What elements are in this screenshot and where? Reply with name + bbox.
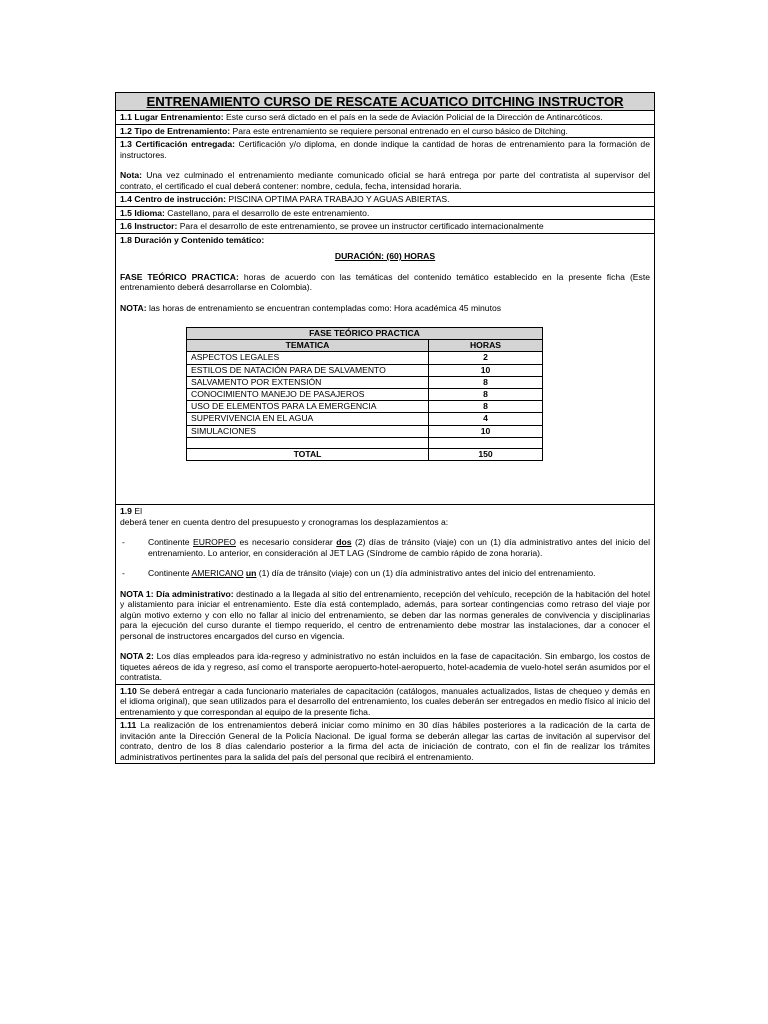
section-1-3-nota-label: Nota: — [120, 170, 142, 180]
tematica-cell: ASPECTOS LEGALES — [187, 352, 429, 364]
section-1-5-text: Castellano, para el desarrollo de este entrenamiento. — [164, 207, 370, 218]
bullet-text: (1) día de tránsito (viaje) con un (1) día administrativo antes del inicio del entrenamiento. — [256, 568, 596, 579]
col-tematica-header: TEMATICA — [187, 340, 429, 352]
section-1-10 — [116, 685, 654, 720]
section-1-9-label: 1.9 — [120, 506, 132, 517]
section-1-3 — [116, 138, 654, 193]
horas-cell: 10 — [429, 425, 543, 437]
section-1-9-intro: deberá tener en cuenta dentro del presupuesto y cronogramas los desplazamientos a: — [120, 516, 449, 527]
list-item — [120, 568, 650, 579]
section-1-11-label: 1.11 — [120, 720, 137, 731]
tematica-cell: SALVAMENTO POR EXTENSIÓN — [187, 376, 429, 388]
section-1-1 — [116, 111, 654, 125]
table-row — [187, 364, 543, 376]
section-1-4 — [116, 193, 654, 207]
bullet-dash: - — [122, 537, 125, 548]
nota-1-label: NOTA 1: Día administrativo: — [120, 588, 234, 599]
tematica-cell: CONOCIMIENTO MANEJO DE PASAJEROS — [187, 389, 429, 401]
fase-table-title: FASE TEÓRICO PRACTICA — [187, 328, 543, 340]
table-row — [187, 425, 543, 437]
section-1-8-label: 1.8 Duración y Contenido temático: — [120, 234, 265, 245]
section-1-3-label: 1.3 Certificación entregada: — [120, 139, 236, 149]
table-row — [187, 413, 543, 425]
section-1-8-nota-label: NOTA: — [120, 302, 147, 313]
col-horas-header: HORAS — [429, 340, 543, 352]
section-1-8 — [116, 234, 654, 506]
section-1-9-label-rest: El — [131, 506, 142, 517]
horas-cell: 8 — [429, 401, 543, 413]
section-1-5-label: 1.5 Idioma: — [120, 207, 165, 218]
duration-heading: DURACIÓN: (60) HORAS — [334, 251, 436, 261]
nota-2-text: Los días empleados para ida-regreso y administrativo no están incluidos en la fase de capacitación. Sin embargo, los costos de tiquetes aéreos de ida y regreso, así como el transporte aeropuerto-hotel-aeropuerto, hotel-academia de vuelo-hotel serán asumidos por el contratista. — [120, 651, 651, 683]
section-1-5 — [116, 207, 654, 221]
section-1-4-text: PISCINA OPTIMA PARA TRABAJO Y AGUAS ABIERTAS. — [226, 194, 450, 204]
section-1-2-label: 1.2 Tipo de Entrenamiento: — [120, 125, 231, 136]
section-1-6-text: Para el desarrollo de este entrenamiento, se provee un instructor certificado internacionalmente — [177, 221, 544, 231]
section-1-8-nota-text: las horas de entrenamiento se encuentran contempladas como: Hora académica 45 minutos — [146, 302, 502, 313]
bullet-dash: - — [122, 568, 125, 579]
tematica-cell: SUPERVIVENCIA EN EL AGUA — [187, 413, 429, 425]
tematica-cell: ESTILOS DE NATACIÓN PARA DE SALVAMENTO — [187, 364, 429, 376]
fase-label: FASE TEÓRICO PRACTICA: — [120, 271, 239, 282]
section-1-1-label: 1.1 Lugar Entrenamiento: — [120, 112, 224, 122]
nota-1-text: destinado a la llegada al sitio del entrenamiento, recepción del vehículo, recepción de la habitación del hotel y alistamiento para iniciar el entrenamiento. Este día está contemplado, además, para sortear contingencias como retraso del viaje por algún motivo externo y con ello no fallar al inicio del entrenamiento, se deben dar las normas generales de convivencia y disciplinarias para la ejecución del curso durante el tiempo requerido, el centro de entrenamiento debe mostrar las instalaciones, dar a conocer el personal de instructores encargados del curso en vigencia. — [120, 588, 650, 641]
tematica-cell: SIMULACIONES — [187, 425, 429, 437]
document-title: ENTRENAMIENTO CURSO DE RESCATE ACUATICO DITCHING INSTRUCTOR — [116, 93, 654, 111]
table-row — [187, 352, 543, 364]
bullet-text: (2) días de tránsito (viaje) con un (1) día administrativo antes del inicio del entrenamiento. Lo anterior, en consideración al JET LAG (Síndrome de cambio rápido de zona horaria). — [148, 537, 650, 558]
tematica-cell: USO DE ELEMENTOS PARA LA EMERGENCIA — [187, 401, 429, 413]
table-row — [187, 389, 543, 401]
section-1-11 — [116, 719, 654, 764]
bullet-text: Continente — [148, 568, 192, 579]
continent-americano: AMERICANO — [191, 568, 244, 579]
bullet-text: es necesario considerar — [236, 537, 337, 548]
total-label: TOTAL — [187, 448, 429, 460]
horas-cell: 4 — [429, 413, 543, 425]
table-row — [187, 401, 543, 413]
dos-emphasis: dos — [336, 537, 352, 548]
horas-cell: 10 — [429, 364, 543, 376]
list-item — [120, 537, 650, 558]
document-form — [115, 92, 655, 764]
section-1-2-text: Para este entrenamiento se requiere personal entrenado en el curso básico de Ditching. — [230, 125, 568, 136]
section-1-9 — [116, 505, 654, 685]
nota-2-label: NOTA 2: — [120, 651, 154, 662]
un-emphasis: un — [245, 568, 257, 579]
section-1-3-text: Certificación y/o diploma, en donde indique la cantidad de horas de entrenamiento para la formación de instructores. — [120, 139, 650, 160]
horas-cell: 2 — [429, 352, 543, 364]
fase-table — [186, 327, 543, 461]
section-1-1-text: Este curso será dictado en el país en la sede de Aviación Policial de la Dirección de Antinarcóticos. — [223, 112, 603, 122]
table-row-empty — [187, 437, 543, 448]
section-1-6-label: 1.6 Instructor: — [120, 221, 178, 231]
section-1-3-nota-text: Una vez culminado el entrenamiento mediante comunicado oficial se hará entrega por parte del contratista al supervisor del contrato, el certificado el cual deberá contener: nombre, cedula, fecha, intensidad horaria. — [120, 170, 650, 191]
section-1-4-label: 1.4 Centro de instrucción: — [120, 194, 227, 204]
horas-cell: 8 — [429, 376, 543, 388]
section-1-6 — [116, 220, 654, 234]
fase-text: horas de acuerdo con las temáticas del contenido temático establecido en la presente ficha (Este entrenamiento deberá desarrollarse en Colombia). — [120, 271, 650, 292]
section-1-2 — [116, 125, 654, 139]
section-1-10-label: 1.10 — [120, 685, 137, 696]
continent-europeo: EUROPEO — [193, 537, 236, 548]
section-1-11-text: La realización de los entrenamientos deberá iniciar como mínimo en 30 días hábiles posteriores a la radicación de la carta de invitación ante la Dirección General de la Policía Nacional. De igual forma se deberán allegar las cartas de invitación al supervisor del contrato, dentro de los 8 días calendario posterior a la firma del acta de iniciación de contrato, con el fin de realizar los trámites administrativos pertinentes para la salida del país del personal que recibirá el entrenamiento. — [120, 720, 650, 762]
section-1-10-text: Se deberá entregar a cada funcionario materiales de capacitación (catálogos, manuales actualizados, listas de chequeo y demás en el idioma original), que sean utilizados para el desarrollo del entrenamiento, los cuales deberán ser entregados en medio físico al inicio del entrenamiento y que correspondan al equipo de la presente ficha. — [120, 685, 650, 717]
table-row — [187, 376, 543, 388]
total-value: 150 — [429, 448, 543, 460]
table-total-row — [187, 448, 543, 460]
horas-cell: 8 — [429, 389, 543, 401]
bullet-text: Continente — [148, 537, 194, 548]
